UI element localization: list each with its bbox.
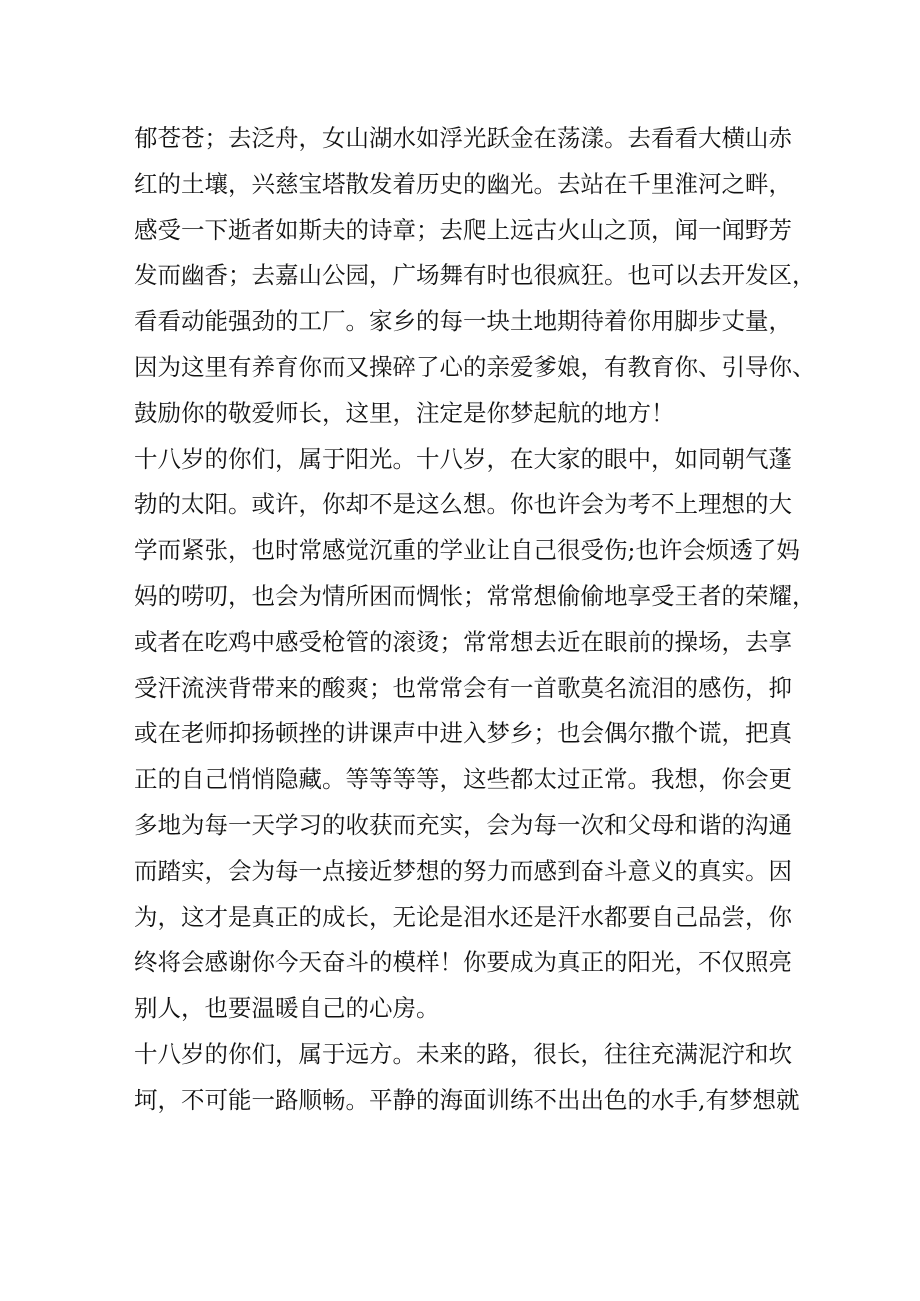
text-line: 因为这里有养育你而又操碎了心的亲爱爹娘，有教育你、引导你、 [134, 352, 816, 381]
text-line: 红的土壤，兴慈宝塔散发着历史的幽光。去站在千里淮河之畔， [134, 169, 792, 198]
body-text [134, 116, 816, 1124]
text-line: 受汗流浃背带来的酸爽；也常常会有一首歌莫名流泪的感伤，抑 [134, 673, 792, 702]
text-line: 正的自己悄悄隐藏。等等等等，这些都太过正常。我想，你会更 [134, 765, 792, 794]
text-line: 或者在吃鸡中感受枪管的滚烫；常常想去近在眼前的操场，去享 [134, 627, 792, 656]
text-line: 学而紧张，也时常感觉沉重的学业让自己很受伤;也许会烦透了妈 [134, 536, 800, 565]
text-line: 鼓励你的敬爱师长，这里，注定是你梦起航的地方！ [134, 398, 675, 427]
text-line: 坷，不可能一路顺畅。平静的海面训练不出出色的水手,有梦想就 [134, 1085, 800, 1114]
text-line: 十八岁的你们，属于远方。未来的路，很长，往往充满泥泞和坎 [134, 1039, 792, 1068]
text-line: 妈的唠叨，也会为情所困而惆怅；常常想偷偷地享受王者的荣耀， [134, 581, 816, 610]
text-line: 看看动能强劲的工厂。家乡的每一块土地期待着你用脚步丈量， [134, 307, 792, 336]
text-line: 勃的太阳。或许，你却不是这么想。你也许会为考不上理想的大 [134, 490, 792, 519]
text-line: 多地为每一天学习的收获而充实，会为每一次和父母和谐的沟通 [134, 810, 792, 839]
text-line: 别人，也要温暖自己的心房。 [134, 994, 440, 1023]
paragraph-2 [134, 437, 816, 1032]
paragraph-1 [134, 116, 816, 437]
text-line: 十八岁的你们，属于阳光。十八岁，在大家的眼中，如同朝气蓬 [134, 444, 792, 473]
text-line: 感受一下逝者如斯夫的诗章；去爬上远古火山之顶，闻一闻野芳 [134, 215, 792, 244]
text-line: 或在老师抑扬顿挫的讲课声中进入梦乡；也会偶尔撒个谎，把真 [134, 719, 792, 748]
text-line: 为，这才是真正的成长，无论是泪水还是汗水都要自己品尝，你 [134, 902, 792, 931]
text-line: 而踏实，会为每一点接近梦想的努力而感到奋斗意义的真实。因 [134, 856, 792, 885]
paragraph-3 [134, 1032, 800, 1124]
text-line: 郁苍苍；去泛舟，女山湖水如浮光跃金在荡漾。去看看大横山赤 [134, 124, 792, 152]
text-line: 发而幽香；去嘉山公园，广场舞有时也很疯狂。也可以去开发区， [134, 261, 816, 290]
text-line: 终将会感谢你今天奋斗的模样！你要成为真正的阳光，不仅照亮 [134, 948, 792, 977]
